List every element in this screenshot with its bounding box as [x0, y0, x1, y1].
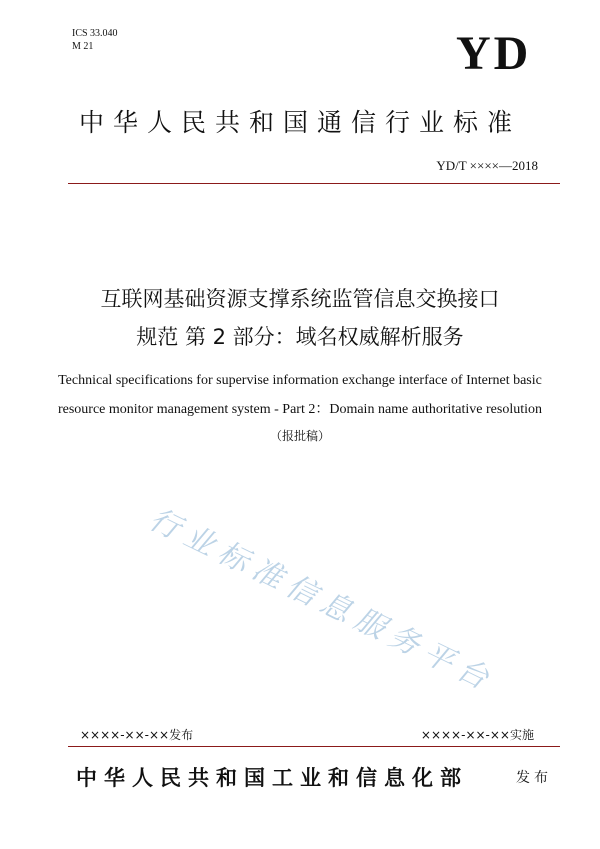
draft-status: （报批稿）: [269, 429, 330, 443]
yd-logo: YD: [456, 27, 532, 80]
category-code: M 21: [72, 41, 94, 52]
top-divider: [68, 183, 560, 184]
chinese-title-line-2: 规范 第 2 部分：域名权威解析服务: [136, 325, 464, 349]
watermark: 行业标准信息服务平台: [143, 501, 501, 700]
english-title-line-2: resource monitor management system - Part 2：Domain name authoritative resolution: [57, 402, 543, 417]
bottom-divider: [68, 746, 560, 747]
implementation-date: ××××-××-××实施: [420, 728, 534, 742]
issue-date: ××××-××-××发布: [80, 728, 194, 742]
ics-code: ICS 33.040: [72, 28, 118, 39]
issuing-authority: 中华人民共和国工业和信息化部: [76, 766, 468, 790]
chinese-title-line-1: 互联网基础资源支撑系统监管信息交换接口: [100, 287, 500, 311]
english-title-line-1: Technical specifications for supervise information exchange interface of Internet basic: [58, 373, 542, 388]
standard-name: 中华人民共和国通信行业标准: [78, 108, 521, 137]
issuing-label: 发布: [516, 770, 552, 786]
standard-number: YD/T ××××—2018: [436, 158, 538, 173]
